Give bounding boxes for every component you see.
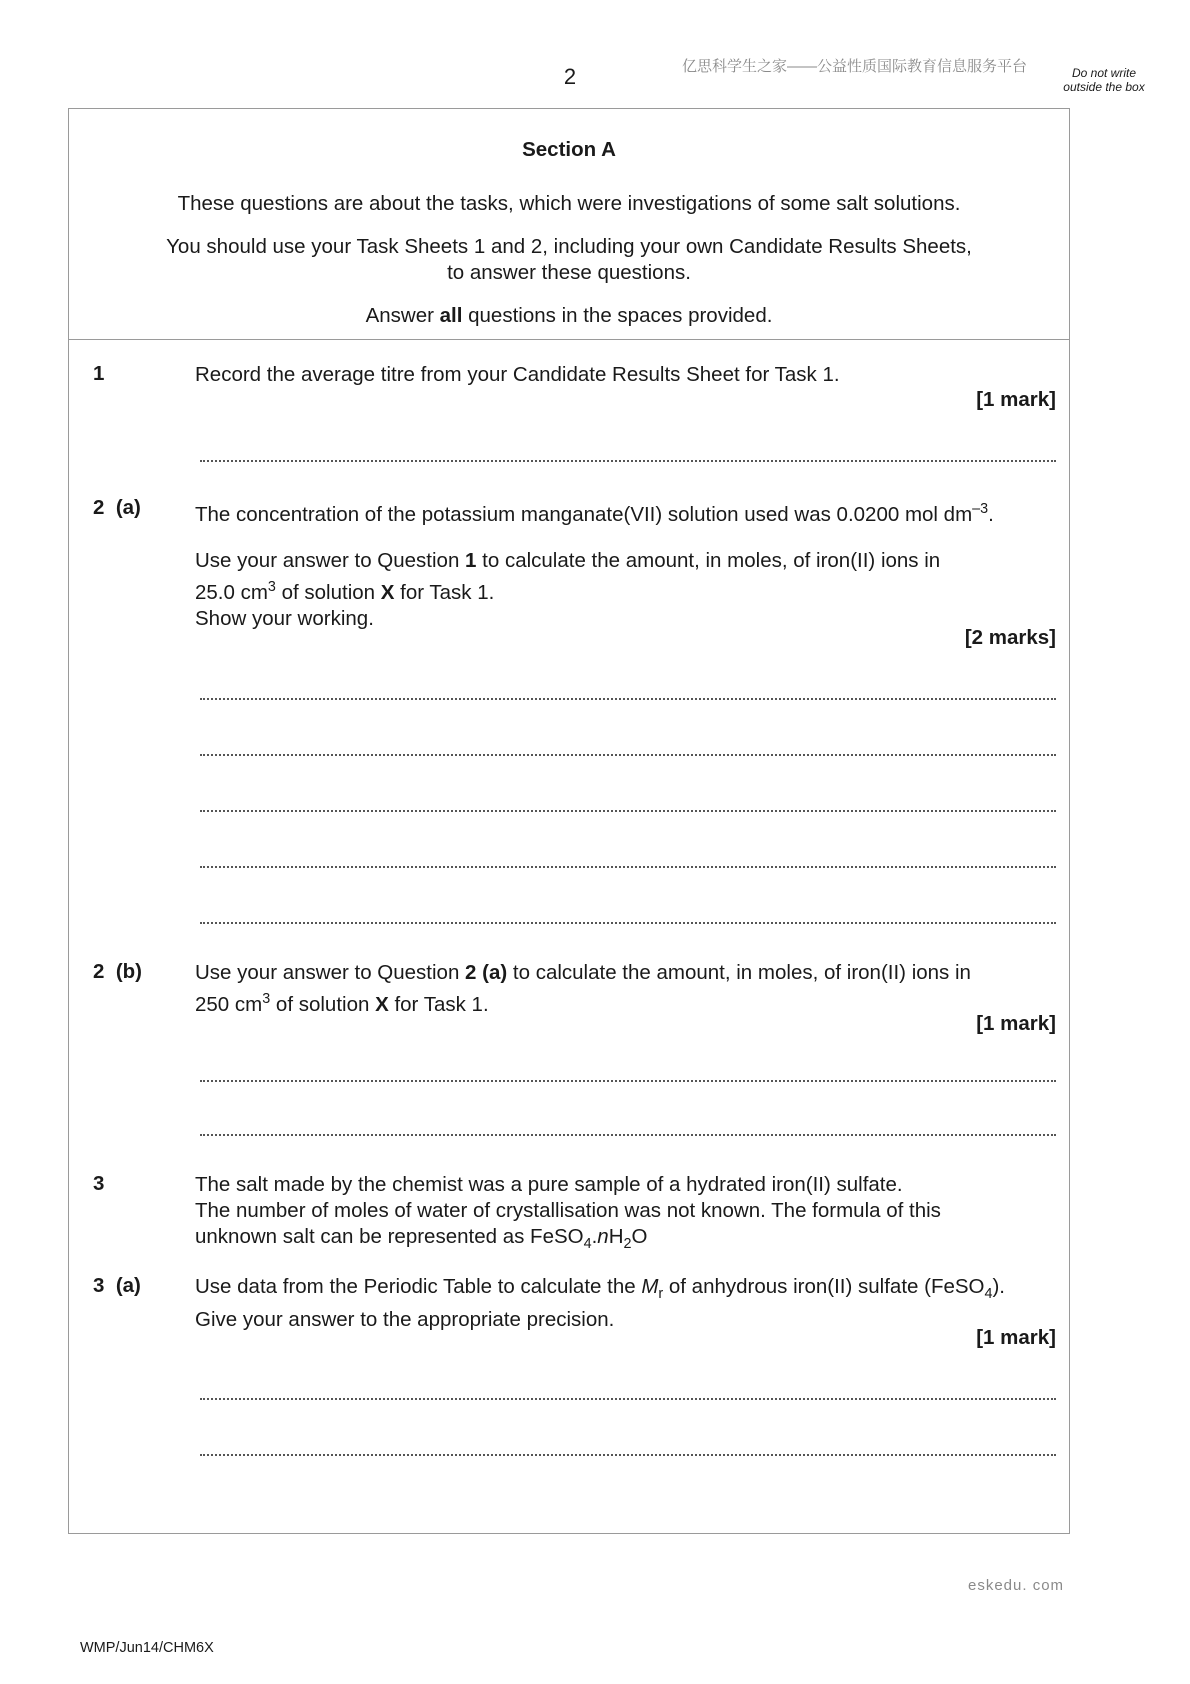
margin-note: Do not write outside the box [1063, 66, 1145, 94]
subscript: r [658, 1286, 664, 1303]
section-intro-2-line2: to answer these questions. [447, 261, 691, 284]
question-number: 2 [93, 496, 105, 519]
question-part: (a) [115, 496, 141, 519]
question-2b-line2 [195, 986, 1055, 1018]
question-part: (b) [115, 960, 142, 983]
section-intro-1: These questions are about the tasks, which were investigations of some salt solutions. [177, 192, 961, 215]
question-2b-number [93, 960, 142, 984]
question-3-line3 [195, 1224, 1055, 1257]
page-number: 2 [563, 64, 577, 89]
section-intro-3 [68, 304, 1070, 328]
answer-line[interactable] [200, 866, 1056, 868]
question-2a-number [93, 496, 141, 520]
text: 25.0 cm [195, 580, 268, 604]
superscript: 3 [267, 579, 276, 595]
text: of solution [275, 580, 381, 604]
question-3-line2: The number of moles of water of crystallisation was not known. The formula of this [195, 1199, 941, 1222]
question-part: (a) [115, 1274, 141, 1297]
section-title: Section A [522, 138, 616, 161]
intro-3-text-end: questions in the spaces provided. [462, 304, 773, 327]
question-3a-marks: [1 mark] [976, 1326, 1056, 1349]
question-1-number: 1 [93, 362, 105, 385]
footer-code: WMP/Jun14/CHM6X [80, 1640, 214, 1656]
text: unknown salt can be represented as FeSO [195, 1225, 584, 1248]
text: . [591, 1225, 598, 1248]
question-2b-body [195, 960, 1055, 1018]
section-intro-2-line1: You should use your Task Sheets 1 and 2, including your own Candidate Results Sheets, [166, 235, 972, 258]
superscript: 3 [262, 991, 271, 1007]
bold-text: X [380, 580, 395, 604]
text: to calculate the amount, in moles, of iron(II) ions in [476, 549, 941, 572]
text: O [631, 1225, 648, 1248]
question-number: 2 [93, 960, 105, 983]
text: to calculate the amount, in moles, of iron(II) ions in [507, 961, 971, 984]
italic-text: n [597, 1225, 609, 1248]
text: 250 cm [195, 992, 263, 1016]
text: for Task 1. [388, 992, 489, 1016]
question-2b-marks: [1 mark] [976, 1012, 1056, 1035]
question-3a-line1 [195, 1274, 1055, 1307]
text: for Task 1. [394, 580, 495, 604]
intro-3-emphasis: all [439, 304, 463, 327]
answer-line[interactable] [200, 460, 1056, 462]
answer-line[interactable] [200, 810, 1056, 812]
answer-line[interactable] [200, 1080, 1056, 1082]
question-2a-line2 [195, 548, 1055, 574]
question-2a-body [195, 548, 1055, 632]
text: Use your answer to Question [195, 549, 466, 572]
question-2a-line1 [195, 496, 1055, 528]
text: of anhydrous iron(II) sulfate (FeSO [663, 1275, 985, 1298]
question-number: 3 [93, 1274, 105, 1297]
text: of solution [270, 992, 376, 1016]
answer-line[interactable] [200, 922, 1056, 924]
answer-line[interactable] [200, 1134, 1056, 1136]
bold-text: 1 [465, 549, 477, 572]
question-2a-line4: Show your working. [195, 606, 374, 630]
text: H [608, 1225, 624, 1248]
question-1-text: Record the average titre from your Candidate Results Sheet for Task 1. [195, 363, 840, 386]
question-2b-line1 [195, 960, 1055, 986]
question-3-number: 3 [93, 1172, 105, 1195]
question-1-marks: [1 mark] [976, 388, 1056, 411]
question-3a-number [93, 1274, 141, 1298]
bold-text: X [375, 992, 389, 1016]
text: The concentration of the potassium manganate(VII) solution used was 0.0200 mol dm [195, 502, 973, 526]
answer-line[interactable] [200, 1454, 1056, 1456]
question-2a-marks: [2 marks] [964, 626, 1056, 649]
watermark-text: 亿思科学生之家——公益性质国际教育信息服务平台 [682, 58, 1028, 75]
text: . [988, 502, 994, 526]
answer-line[interactable] [200, 1398, 1056, 1400]
footer-site: eskedu. com [968, 1577, 1065, 1594]
italic-text: M [641, 1275, 659, 1298]
section-header [68, 108, 1070, 340]
intro-3-text: Answer [365, 304, 440, 327]
subscript: 4 [583, 1236, 592, 1253]
question-2a-line3 [195, 574, 1055, 606]
bold-text: 2 (a) [465, 961, 508, 984]
question-3-line1: The salt made by the chemist was a pure sample of a hydrated iron(II) sulfate. [195, 1173, 903, 1196]
subscript: 4 [984, 1286, 993, 1303]
superscript: –3 [972, 501, 989, 517]
question-3-body [195, 1172, 1055, 1257]
text: ). [992, 1275, 1006, 1298]
answer-line[interactable] [200, 754, 1056, 756]
question-3a-line2: Give your answer to the appropriate precision. [195, 1308, 615, 1332]
section-intro-2 [68, 234, 1070, 286]
answer-line[interactable] [200, 698, 1056, 700]
question-3a-body [195, 1274, 1055, 1333]
text: Use your answer to Question [195, 961, 466, 984]
text: Use data from the Periodic Table to calculate the [195, 1275, 642, 1298]
subscript: 2 [623, 1236, 632, 1253]
